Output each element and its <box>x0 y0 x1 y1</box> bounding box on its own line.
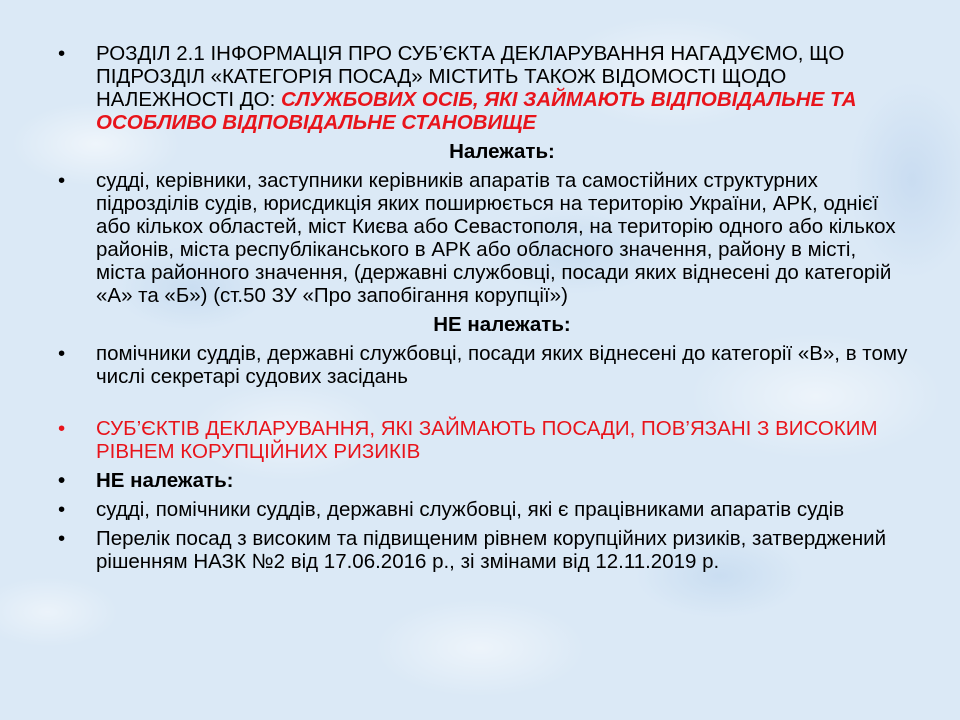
not-belong-2-item <box>58 498 908 521</box>
heading-not-belong-2: НЕ належать: <box>96 469 234 492</box>
belong-text: судді, керівники, заступники керівників апаратів та самостійних структурних підрозділів судів, юрисдикція яких поширюється на територію України, АРК, однієї або кількох областей, міст Києва або Севастополя, на територію одного або кількох районів, міста республіканського в АРК або обласного значення, району в місті, міста районного значення, (державні службовці, посади яких віднесені до категорій «А» та «Б») (ст.50 ЗУ «Про запобігання корупції») <box>96 169 896 307</box>
bullet-icon: • <box>58 498 66 521</box>
not-belong-2-heading-item <box>58 469 908 492</box>
section1-text-red: СЛУЖБОВИХ ОСІБ, ЯКІ ЗАЙМАЮТЬ ВІДПОВІДАЛЬНЕ ТА ОСОБЛИВО ВІДПОВІДАЛЬНЕ СТАНОВИЩЕ <box>96 88 857 134</box>
section1-item <box>58 42 908 134</box>
bullet-icon: • <box>58 527 66 550</box>
section2-item <box>58 417 908 463</box>
heading-belong: Належать: <box>449 140 555 163</box>
heading-not-belong: НЕ належать: <box>433 313 571 336</box>
bullet-icon: • <box>58 42 66 65</box>
section1-text-black: РОЗДІЛ 2.1 ІНФОРМАЦІЯ ПРО СУБ’ЄКТА ДЕКЛАРУВАННЯ НАГАДУЄМО, ЩО ПІДРОЗДІЛ «КАТЕГОРІЯ ПОСАД» МІСТИТЬ ТАКОЖ ВІДОМОСТІ ЩОДО НАЛЕЖНОСТІ ДО: <box>96 42 845 111</box>
slide-content <box>58 42 908 579</box>
not-belong-item <box>58 342 908 388</box>
bullet-icon: • <box>58 342 66 365</box>
bullet-icon: • <box>58 469 66 492</box>
bullet-icon: • <box>58 417 66 440</box>
section2-text: СУБ’ЄКТІВ ДЕКЛАРУВАННЯ, ЯКІ ЗАЙМАЮТЬ ПОСАДИ, ПОВ’ЯЗАНІ З ВИСОКИМ РІВНЕМ КОРУПЦІЙНИХ РИЗИКІВ <box>96 417 878 463</box>
belong-item <box>58 169 908 307</box>
bullet-icon: • <box>58 169 66 192</box>
not-belong-text: помічники суддів, державні службовці, посади яких віднесені до категорії «В», в тому числі секретарі судових засідань <box>96 342 908 388</box>
list-note-text: Перелік посад з високим та підвищеним рівнем корупційних ризиків, затверджений рішенням НАЗК №2 від 17.06.2016 р., зі змінами від 12.11.2019 р. <box>96 527 887 573</box>
spacer <box>58 394 908 417</box>
not-belong-text-2: судді, помічники суддів, державні службовці, які є працівниками апаратів судів <box>96 498 845 521</box>
list-note-item <box>58 527 908 573</box>
